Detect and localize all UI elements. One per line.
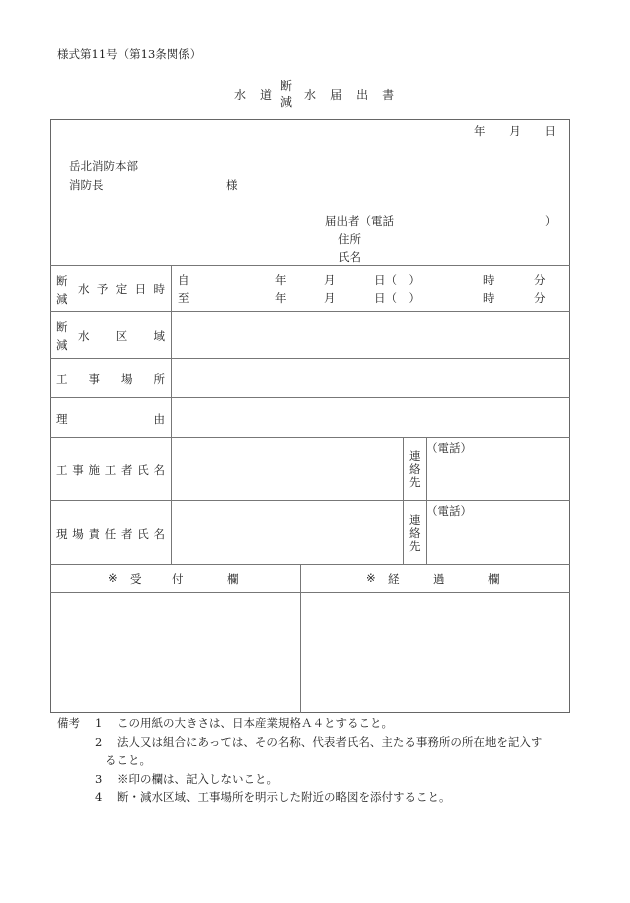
day-label: 日（ ） xyxy=(374,273,420,287)
divider xyxy=(50,564,570,565)
label-char: 事 xyxy=(72,463,84,477)
label-char: 者 xyxy=(121,463,133,477)
addressee-org: 岳北消防本部 xyxy=(69,159,138,173)
label-char: 減 xyxy=(56,338,68,352)
hour-label: 時 xyxy=(483,291,495,305)
label-char: 受 xyxy=(130,572,142,586)
label-char: 欄 xyxy=(227,572,239,586)
note-number: 4 xyxy=(95,790,103,804)
area-label-stack xyxy=(56,318,68,354)
progress-header xyxy=(366,571,526,587)
label-char: 工 xyxy=(56,372,68,386)
notes-section xyxy=(57,714,542,807)
title-char: 出 xyxy=(356,87,369,102)
label-char: 先 xyxy=(409,475,421,489)
label-char: 名 xyxy=(153,463,165,477)
label-char: 経 xyxy=(388,572,400,586)
note-text: 法人又は組合にあっては、その名称、代表者氏名、主たる事務所の所在地を記入す xyxy=(117,734,543,749)
label-char: 工 xyxy=(56,463,68,477)
label-char: 水 xyxy=(78,282,90,296)
title-char: 水 xyxy=(304,87,317,102)
label-char: 連 xyxy=(409,513,421,527)
note-item xyxy=(57,733,542,752)
contractor-contact-label xyxy=(409,450,421,489)
title-stacked-chars xyxy=(280,78,292,110)
label-char: 者 xyxy=(121,527,133,541)
title-char: 断 xyxy=(280,79,293,93)
divider xyxy=(403,437,404,564)
applicant-address-label[interactable]: 住所 xyxy=(338,232,361,246)
note-text: ※印の欄は、記入しないこと。 xyxy=(117,771,278,786)
minute-label: 分 xyxy=(534,291,546,305)
note-item xyxy=(57,714,542,733)
label-char: 断 xyxy=(56,274,68,288)
label-char: 名 xyxy=(153,527,165,541)
title-char: 道 xyxy=(260,87,273,102)
title-char: 書 xyxy=(382,87,395,102)
minute-label: 分 xyxy=(534,273,546,287)
label-char: 日 xyxy=(134,282,147,296)
title-char: 減 xyxy=(280,95,293,109)
asterisk-mark: ※ xyxy=(366,571,376,585)
form-reference: 様式第11号（第13条関係） xyxy=(57,47,202,61)
to-label: 至 xyxy=(178,291,190,305)
addressee-honorific: 様 xyxy=(226,178,238,192)
date-month-label: 月 xyxy=(509,124,521,138)
date-year-label: 年 xyxy=(474,124,486,138)
submission-date[interactable] xyxy=(474,123,556,139)
applicant-name-label[interactable]: 氏名 xyxy=(338,250,361,264)
label-char: 予 xyxy=(96,282,109,296)
label-char: 工 xyxy=(104,463,117,477)
divider xyxy=(50,265,570,266)
note-number: 1 xyxy=(95,716,103,730)
supervisor-phone-label[interactable]: （電話） xyxy=(426,504,472,518)
reason-label xyxy=(56,411,165,427)
label-char: 区 xyxy=(115,329,128,343)
label-char: 絡 xyxy=(409,526,421,540)
date-day-label: 日 xyxy=(544,124,556,138)
label-char: 責 xyxy=(88,527,100,541)
contractor-label xyxy=(56,462,165,478)
month-label: 月 xyxy=(324,273,336,287)
year-label: 年 xyxy=(275,291,287,305)
note-text: 断・減水区域、工事場所を明示した附近の略図を添付すること。 xyxy=(117,790,451,804)
addressee-title: 消防長 xyxy=(69,178,104,192)
note-number: 3 xyxy=(95,771,103,786)
progress-area xyxy=(301,593,569,712)
hour-label: 時 xyxy=(483,273,495,287)
note-item-continuation xyxy=(57,751,542,770)
contractor-phone-label[interactable]: （電話） xyxy=(426,441,472,455)
area-label xyxy=(78,328,165,344)
month-label: 月 xyxy=(324,291,336,305)
site-input[interactable] xyxy=(172,359,569,396)
reception-header xyxy=(108,571,248,587)
title-char: 届 xyxy=(330,87,343,102)
title-char: 水 xyxy=(234,87,247,102)
label-char: 氏 xyxy=(137,527,149,541)
note-number: 2 xyxy=(95,734,103,749)
label-char: 場 xyxy=(72,527,84,541)
document-title xyxy=(234,77,394,111)
label-char: 定 xyxy=(115,282,128,296)
label-char: 欄 xyxy=(488,572,500,586)
label-char: 域 xyxy=(153,329,165,343)
note-text: この用紙の大きさは、日本産業規格Ａ４とすること。 xyxy=(117,716,393,730)
label-char: 氏 xyxy=(137,463,149,477)
supervisor-label xyxy=(56,526,165,542)
asterisk-mark: ※ xyxy=(108,571,118,585)
label-char: 絡 xyxy=(409,462,421,476)
label-char: 時 xyxy=(153,282,165,296)
schedule-label-stack xyxy=(56,272,68,308)
label-char: 任 xyxy=(104,527,117,541)
year-label: 年 xyxy=(275,273,287,287)
applicant-phone-close: ） xyxy=(545,214,557,228)
label-char: 施 xyxy=(88,463,100,477)
supervisor-name-input[interactable] xyxy=(172,501,402,563)
notes-heading: 備考 xyxy=(57,716,80,730)
note-item xyxy=(57,788,542,807)
site-label xyxy=(56,371,165,387)
label-char: 水 xyxy=(78,329,90,343)
reason-input[interactable] xyxy=(172,398,569,436)
area-input[interactable] xyxy=(172,312,569,357)
note-item xyxy=(57,770,542,789)
contractor-name-input[interactable] xyxy=(172,438,402,499)
label-char: 連 xyxy=(409,449,421,463)
label-char: 由 xyxy=(153,412,165,426)
reception-area xyxy=(51,593,299,712)
label-char: 断 xyxy=(56,320,68,334)
applicant-phone-label: 届出者（電話 xyxy=(325,214,394,228)
label-char: 過 xyxy=(433,572,445,586)
supervisor-contact-label xyxy=(409,514,421,553)
label-char: 所 xyxy=(153,372,165,386)
note-text: ること。 xyxy=(105,753,151,767)
label-char: 付 xyxy=(172,572,184,586)
schedule-label xyxy=(78,281,165,297)
day-label: 日（ ） xyxy=(374,291,420,305)
label-char: 理 xyxy=(56,412,68,426)
label-char: 場 xyxy=(121,372,133,386)
label-char: 事 xyxy=(88,372,100,386)
label-char: 減 xyxy=(56,292,68,306)
divider xyxy=(426,437,427,564)
label-char: 先 xyxy=(409,539,421,553)
label-char: 現 xyxy=(56,527,68,541)
from-label: 自 xyxy=(178,273,190,287)
